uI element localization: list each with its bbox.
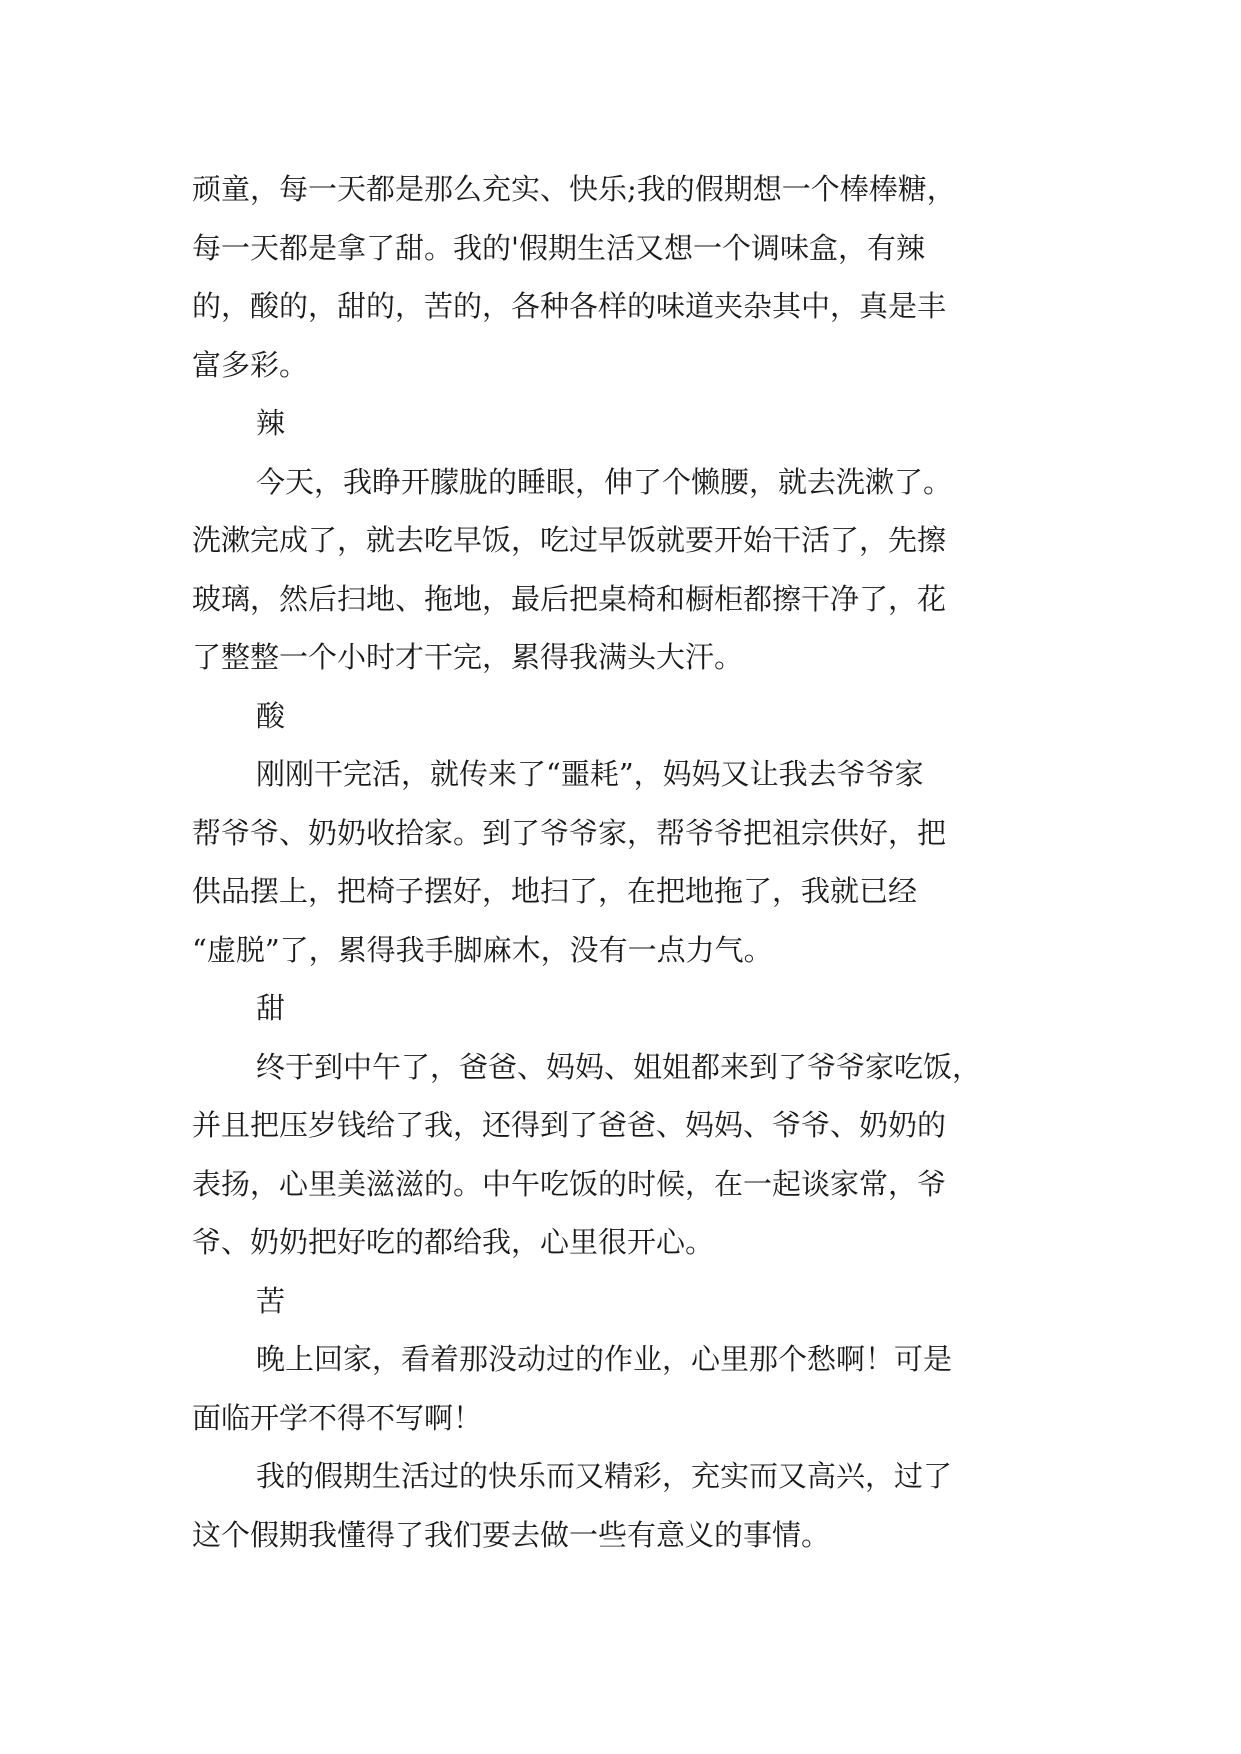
text-line: 爷、奶奶把好吃的都给我，心里很开心。: [192, 1225, 715, 1259]
document-body: [192, 160, 1062, 1564]
text-line: 晚上回家，看着那没动过的作业，心里那个愁啊！可是: [256, 1342, 953, 1376]
text-line: 甜: [256, 991, 286, 1025]
text-line: 这个假期我懂得了我们要去做一些有意义的事情。: [192, 1517, 831, 1552]
text-line: 终于到中午了，爸爸、妈妈、姐姐都来到了爷爷家吃饭，: [256, 1049, 982, 1084]
text-line: 今天，我睁开朦胧的睡眼，伸了个懒腰，就去洗漱了。: [256, 464, 953, 499]
paragraph: [192, 453, 1062, 512]
text-line: 供品摆上，把椅子摆好，地扫了，在把地拖了，我就已经: [192, 874, 918, 908]
paragraph: [192, 511, 1062, 687]
text-line: “虚脱”了，累得我手脚麻木，没有一点力气。: [192, 932, 773, 967]
text-line: 玻璃，然后扫地、拖地，最后把桌椅和橱柜都擦干净了，花: [192, 581, 947, 616]
paragraph: [192, 1506, 1062, 1565]
text-line: 顽童，每一天都是那么充实、快乐;我的假期想一个棒棒糖，: [192, 172, 956, 206]
paragraph: [192, 1096, 1062, 1272]
text-line: 每一天都是拿了甜。我的'假期生活又想一个调味盒，有辣: [192, 230, 925, 265]
text-line: 酸: [256, 698, 286, 733]
text-line: 我的假期生活过的快乐而又精彩，充实而又高兴，过了: [256, 1459, 953, 1493]
paragraph: [192, 160, 1062, 394]
text-line: 刚刚干完活，就传来了“噩耗”，妈妈又让我去爷爷家: [256, 757, 924, 791]
text-line: 苦: [256, 1283, 286, 1318]
text-line: 了整整一个小时才干完，累得我满头大汗。: [192, 640, 744, 674]
paragraph: [192, 1330, 1062, 1389]
paragraph: [192, 687, 1062, 746]
paragraph: [192, 745, 1062, 804]
text-line: 并且把压岁钱给了我，还得到了爸爸、妈妈、爷爷、奶奶的: [192, 1108, 947, 1142]
text-line: 的，酸的，甜的，苦的，各种各样的味道夹杂其中，真是丰: [192, 289, 947, 323]
paragraph: [192, 1038, 1062, 1097]
text-line: 帮爷爷、奶奶收拾家。到了爷爷家，帮爷爷把祖宗供好，把: [192, 815, 947, 850]
text-line: 辣: [256, 406, 286, 440]
text-line: 富多彩。: [192, 347, 309, 382]
paragraph: [192, 1389, 1062, 1448]
paragraph: [192, 804, 1062, 980]
paragraph: [192, 979, 1062, 1038]
paragraph: [192, 1272, 1062, 1331]
text-line: 面临开学不得不写啊！: [192, 1400, 483, 1435]
text-line: 表扬，心里美滋滋的。中午吃饭的时候，在一起谈家常，爷: [192, 1166, 947, 1201]
paragraph: [192, 394, 1062, 453]
paragraph: [192, 1447, 1062, 1506]
text-line: 洗漱完成了，就去吃早饭，吃过早饭就要开始干活了，先擦: [192, 523, 947, 557]
